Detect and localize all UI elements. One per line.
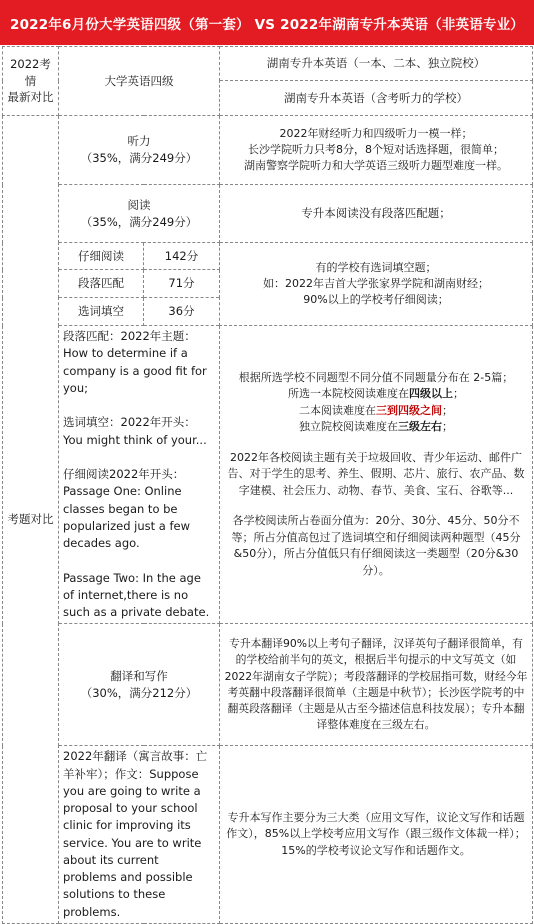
reading-part-name: 段落匹配 <box>59 270 144 298</box>
reading-themes: 2022年各校阅读主题有关于垃圾回收、青少年运动、邮件广告、对于学生的思考、养生、假期、芯片、旅行、农产品、数字建模、社会压力、动物、春节、美食、宝石、谷歌等... <box>227 450 525 497</box>
reading-part-score: 71分 <box>144 270 220 298</box>
writing-cet4: 2022年翻译（寓言故事：亡羊补牢）；作文：Suppose you are going to write a proposal to your school clinic for improving its service. You are to write about its current problems and possible solutions to these problems. <box>59 746 220 924</box>
cet4-header: 大学英语四级 <box>59 47 220 116</box>
reading-distribution: 根据所选学校不同题型不同分值不同题量分布在 2-5篇； <box>238 370 514 384</box>
independent-difficulty: 独立院校阅读难度在三级左右； <box>299 420 453 434</box>
hunan-header-listening: 湖南专升本英语（含考听力的学校） <box>220 81 533 116</box>
reading-part-name: 仔细阅读 <box>59 243 144 270</box>
reading-parts-desc: 有的学校有选词填空题； 如：2022年吉首大学张家界学院和湖南财经； 90%以上的学校考仔细阅读； <box>220 243 533 326</box>
page-title: 2022年6月份大学英语四级（第一套） VS 2022年湖南专升本英语（非英语专业） <box>0 0 534 45</box>
reading-part-score: 142分 <box>144 243 220 270</box>
translation-desc: 专升本翻译90%以上考句子翻译，汉译英句子翻译很简单，有的学校给前半句的英文，根据后半句提示的中文写英文（如2022年湖南女子学院）；考段落翻译的学校屈指可数，财经今年考英翻中段落翻译很简单（主题是中秋节）；长沙医学院考的中翻英段落翻译（主题是从古至今描述信息科技发展）；专升本翻译整体难度在三级左右。 <box>220 624 533 746</box>
listening-title: 听力 （35%，满分249分） <box>59 116 220 185</box>
reading-part-name: 选词填空 <box>59 298 144 326</box>
translation-title: 翻译和写作 （30%，满分212分） <box>59 624 220 746</box>
listening-desc: 2022年财经听力和四级听力一模一样； 长沙学院听力只考8分，8个短对话选择题，很简单； 湖南警察学院听力和大学英语三级听力题型难度一样。 <box>220 116 533 185</box>
hunan-header-general: 湖南专升本英语（一本、二本、独立院校） <box>220 47 533 81</box>
reading-title: 阅读 （35%，满分249分） <box>59 185 220 243</box>
reading-score-distribution: 各学校阅读所占卷面分值为：20分、30分、45分、50分不等；所占分值高包过了选词填空和仔细阅读两种题型（45分&50分），所占分值低只有仔细阅读这一类题型（20分&30分）。 <box>231 514 521 577</box>
compare-label: 2022考情 最新对比 <box>3 47 59 116</box>
tier1-difficulty: 所选一本院校阅读难度在四级以上； <box>288 387 464 401</box>
reading-topics-hunan <box>220 326 533 624</box>
tier2-difficulty: 二本阅读难度在三到四级之间； <box>299 403 453 417</box>
reading-part-score: 36分 <box>144 298 220 326</box>
reading-topics-cet4: 段落匹配：2022年主题：How to determine if a company is a good fit for you; 选词填空：2022年开头：You might think of your... 仔细阅读2022年开头： Passage One: Online classes began to be popularized just a few decades ago. Passage Two: In the age of internet,there is no such as a private debate. <box>59 326 220 624</box>
writing-desc: 专升本写作主要分为三大类（应用文写作，议论文写作和话题作文），85%以上学校考应用文写作（跟三级作文体裁一样）；15%的学校考议论文写作和话题作文。 <box>220 746 533 924</box>
exam-compare-label: 考题对比 <box>3 116 59 924</box>
reading-desc: 专升本阅读没有段落匹配题； <box>220 185 533 243</box>
comparison-table <box>2 46 533 924</box>
